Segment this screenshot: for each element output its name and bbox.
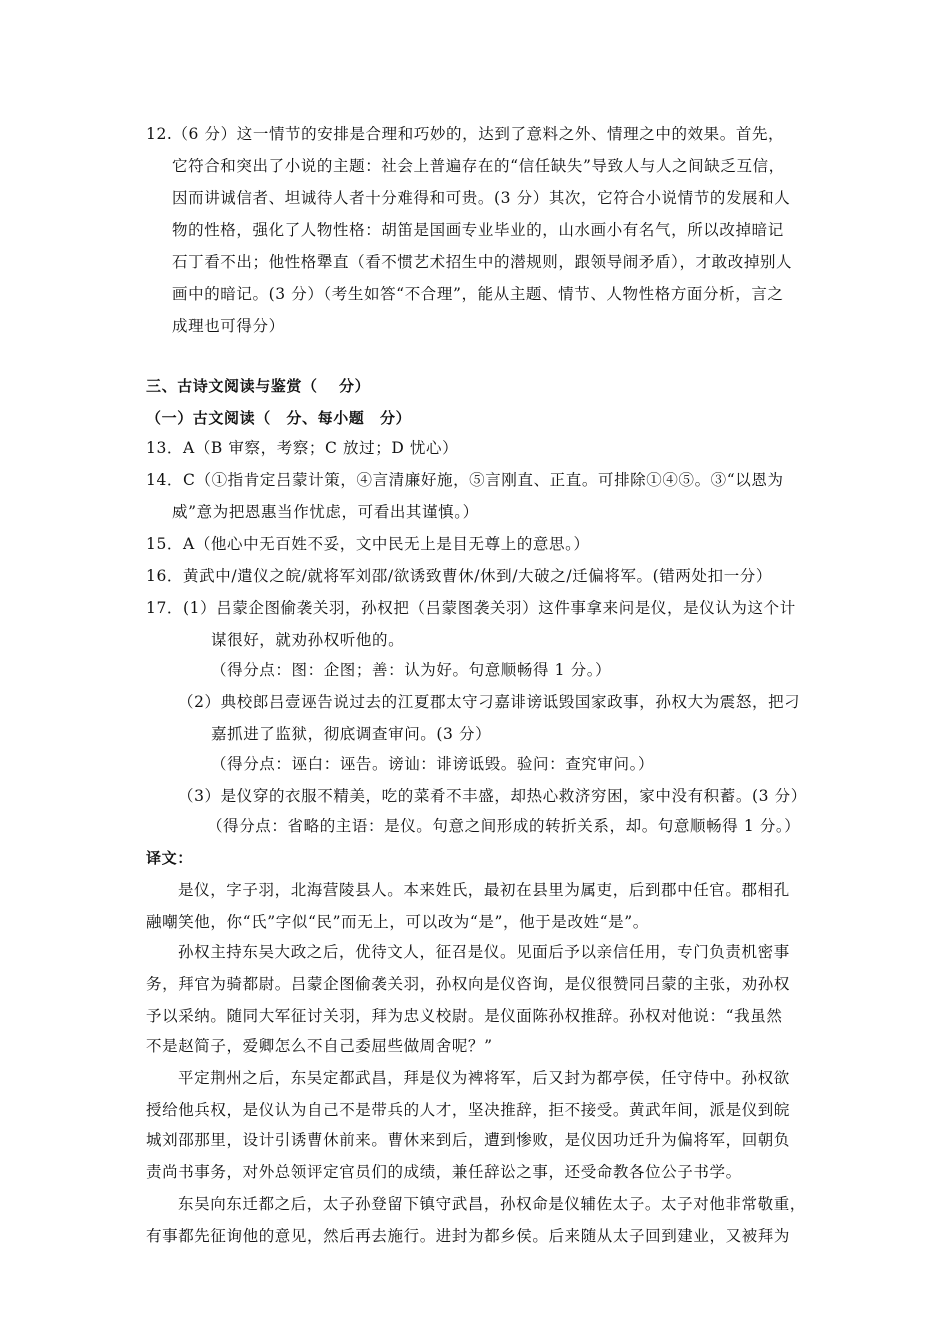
q12-line-5: 石丁看不出；他性格犟直（看不惯艺术招生中的潜规则，跟领导闹矛盾），才敢改掉别人 xyxy=(172,253,793,271)
answer-14-line-2: 威”意为把恩惠当作忧虑，可看出其谨慎。） xyxy=(172,503,479,521)
translation-line: 孙权主持东吴大政之后，优待文人，征召是仪。见面后予以亲信任用，专门负责机密事 xyxy=(178,943,790,961)
translation-line: 融嘲笑他，你“氏”字似“民”而无上，可以改为“是”，他于是改姓“是”。 xyxy=(146,913,649,931)
answer-17-2-line-1: （2）典校郎吕壹诬告说过去的江夏郡太守刁嘉诽谤诋毁国家政事，孙权大为震怒，把刁 xyxy=(178,693,801,711)
answer-17-1-line-1: 17．(1）吕蒙企图偷袭关羽，孙权把（吕蒙图袭关羽）这件事拿来问是仪，是仪认为这个计 xyxy=(146,599,796,617)
answer-17-3-line-1: （3）是仪穿的衣服不精美，吃的菜肴不丰盛，却热心救济穷困，家中没有积蓄。(3 分） xyxy=(178,787,807,805)
answer-17-1-line-2: 谋很好，就劝孙权听他的。 xyxy=(211,631,405,649)
translation-line: 责尚书事务，对外总领评定官员们的成绩，兼任辞讼之事，还受命教各位公子书学。 xyxy=(146,1163,742,1181)
translation-line: 务，拜官为骑都尉。吕蒙企图偷袭关羽，孙权向是仪咨询，是仪很赞同吕蒙的主张，劝孙权 xyxy=(146,975,791,993)
translation-line: 不是赵简子，爱卿怎么不自己委屈些做周舍呢？” xyxy=(146,1037,493,1055)
answer-13: 13．A（B 审察，考察；C 放过；D 忧心） xyxy=(146,439,459,457)
section-heading: 三、古诗文阅读与鉴赏（ 分） xyxy=(146,377,371,395)
subsection-heading: （一）古文阅读（ 分、每小题 分） xyxy=(146,409,412,427)
q12-line-7: 成理也可得分） xyxy=(172,317,285,335)
answer-14-line-1: 14．C（①指肯定吕蒙计策，④言清廉好施，⑤言刚直、正直。可排除①④⑤。③“以恩为 xyxy=(146,471,784,489)
answer-16: 16．黄武中/遣仪之皖/就将军刘邵/欲诱致曹休/休到/大破之/迁偏将军。(错两处扣一分） xyxy=(146,567,773,585)
q12-line-1: 12.（6 分）这一情节的安排是合理和巧妙的，达到了意料之外、情理之中的效果。首先， xyxy=(146,125,785,143)
q12-line-6: 画中的暗记。(3 分）（考生如答“不合理”，能从主题、情节、人物性格方面分析，言之 xyxy=(172,285,784,303)
translation-line: 授给他兵权，是仪认为自己不是带兵的人才，坚决推辞，拒不接受。黄武年间，派是仪到皖 xyxy=(146,1101,791,1119)
q12-line-2: 它符合和突出了小说的主题：社会上普遍存在的“信任缺失”导致人与人之间缺乏互信， xyxy=(172,157,785,175)
translation-line: 平定荆州之后，东吴定都武昌，拜是仪为裨将军，后又封为都亭侯，任守侍中。孙权欲 xyxy=(178,1069,790,1087)
q12-line-3: 因而讲诚信者、坦诚待人者十分难得和可贵。(3 分）其次，它符合小说情节的发展和人 xyxy=(172,189,791,207)
answer-17-2-note: （得分点：诬白：诬告。谤讪：诽谤诋毁。验问：查究审问。） xyxy=(211,755,655,773)
answer-15: 15．A（他心中无百姓不妥，文中民无上是目无尊上的意思。） xyxy=(146,535,590,553)
translation-line: 有事都先征询他的意见，然后再去施行。进封为都乡侯。后来随从太子回到建业，又被拜为 xyxy=(146,1227,791,1245)
translation-line: 城刘邵那里，设计引诱曹休前来。曹休来到后，遭到惨败，是仪因功迁升为偏将军，回朝负 xyxy=(146,1131,791,1149)
translation-line: 东吴向东迁都之后，太子孙登留下镇守武昌，孙权命是仪辅佐太子。太子对他非常敬重， xyxy=(178,1195,806,1213)
q12-line-4: 物的性格，强化了人物性格：胡笛是国画专业毕业的，山水画小有名气，所以改掉暗记 xyxy=(172,221,784,239)
answer-17-1-note: （得分点：图：企图；善：认为好。句意顺畅得 1 分。） xyxy=(211,661,612,679)
translation-line: 予以采纳。随同大军征讨关羽，拜为忠义校尉。是仪面陈孙权推辞。孙权对他说：“我虽然 xyxy=(146,1007,783,1025)
answer-17-2-line-2: 嘉抓进了监狱，彻底调查审问。(3 分） xyxy=(211,725,492,743)
answer-17-3-note: （得分点：省略的主语：是仪。句意之间形成的转折关系，却。句意顺畅得 1 分。） xyxy=(207,817,801,835)
translation-line: 是仪，字子羽，北海营陵县人。本来姓氏，最初在县里为属吏，后到郡中任官。郡相孔 xyxy=(178,881,790,899)
translation-heading: 译文： xyxy=(146,849,193,867)
